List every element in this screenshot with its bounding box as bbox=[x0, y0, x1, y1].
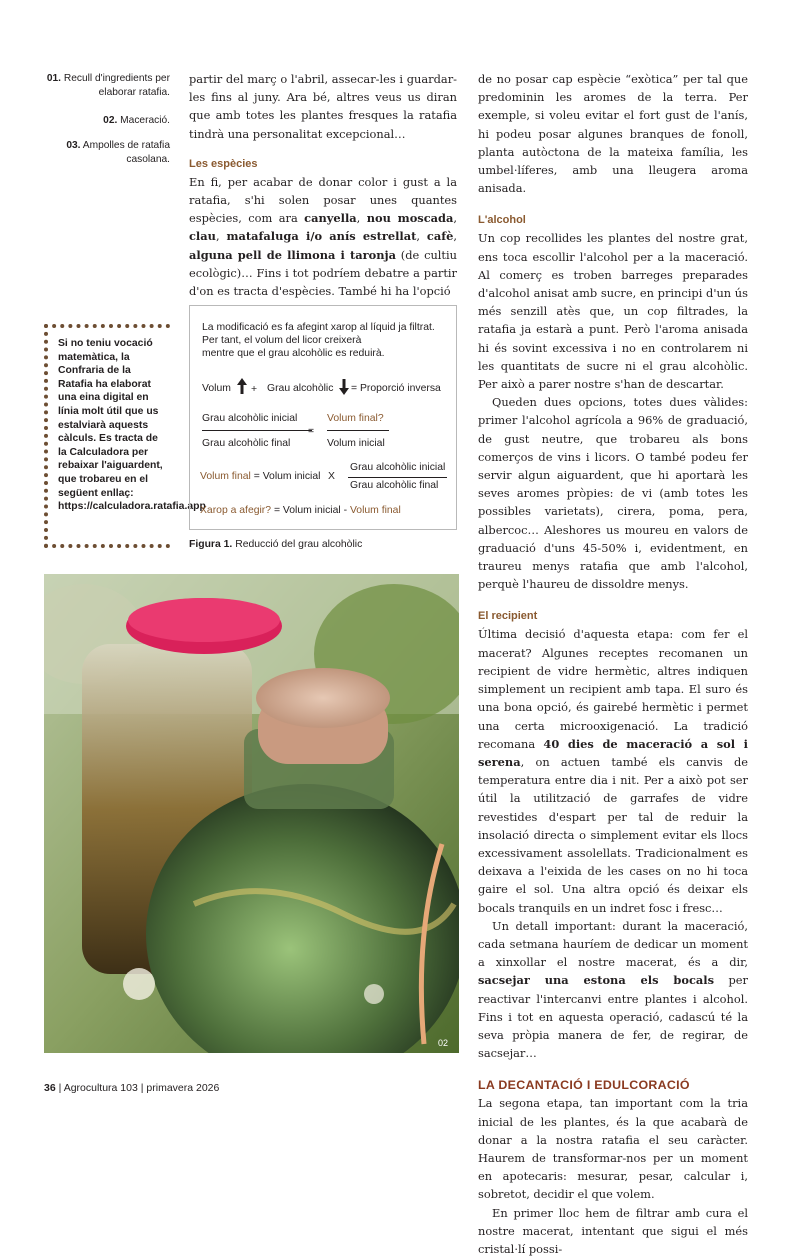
arrow-up-icon bbox=[237, 378, 247, 394]
fraction-bar bbox=[348, 477, 447, 478]
paragraph: La segona etapa, tan important com la tria inicial de les plantes, és la que acabarà de donar a la nostra ratafia el seu caràcter. Haurem de transformar-nos per un moment en apotecaris: mesurar, pesar, calcular i, sobretot, decidir el que volem. bbox=[478, 1096, 748, 1202]
caption-text: Recull d'ingredients per bbox=[63, 73, 170, 84]
figure-intro: Per tant, el volum del licor creixerà bbox=[202, 335, 362, 346]
paragraph: partir del març o l'abril, assecar-les i guardar-les fins al juny. Ara bé, altres veus us diran que amb totes les plantes fresques la ratafia tindrà una personalitat excepcional… bbox=[189, 72, 457, 141]
arrow-down-icon bbox=[339, 379, 349, 395]
paragraph: Un detall important: durant la maceració, cada setmana hauríem de dedicar un moment a xinxollar el nostre macerat, és a dir, sacsejar una estona els bocals per reactivar l'intercanvi entre plantes i alcohol. Fins i tot en aquesta operació, cadascú té la seva pròpia manera de fer, de regirar, de sacsejar… bbox=[478, 918, 748, 1061]
callout-text: Si no teniu vocació matemàtica, la Confraria de la Ratafia ha elaborat una eina digital en línia molt útil que us estalviarà aquests càlculs. Es tracta de la Calculadora per rebaixar l'aiguardent, que trobareu en el següent enllaç: https://calculadora.ratafia.app bbox=[58, 338, 206, 513]
photo-number: 02 bbox=[438, 1038, 449, 1048]
caption-num: 01. bbox=[46, 73, 61, 84]
footer-separator: | bbox=[140, 1082, 144, 1094]
figure-caption bbox=[189, 539, 362, 550]
frac1-num-right: Volum final? bbox=[327, 413, 384, 424]
issue-season: primavera 2026 bbox=[146, 1082, 220, 1094]
caption-01 bbox=[30, 72, 170, 100]
calculator-callout bbox=[44, 324, 206, 548]
label-volum: Volum bbox=[202, 383, 231, 394]
caption-num: 03. bbox=[66, 140, 81, 151]
frac1-num-left: Grau alcohòlic inicial bbox=[202, 413, 298, 424]
label-proporcio: = Proporció inversa bbox=[351, 383, 441, 394]
caption-text: Ampolles de ratafia bbox=[82, 140, 170, 151]
fraction-bar bbox=[202, 430, 312, 431]
equals-sign: = bbox=[308, 426, 315, 437]
figure-intro: mentre que el grau alcohòlic es reduirà. bbox=[202, 348, 385, 359]
formula-figure bbox=[189, 305, 457, 530]
page-number: 36 bbox=[44, 1082, 56, 1094]
paragraph: de no posar cap espècie “exòtica” per tal que predominin les aromes de la terra. Per exemple, si voleu evitar el fort gust de l'anís, hi podeu posar algunes branques de fonoll, planta autòctona de la mateixa família, les umbel·líferes, amb una lleugera aroma anisada. bbox=[478, 72, 748, 196]
figure-caption-text: Reducció del grau alcohòlic bbox=[235, 539, 363, 550]
caption-text: casolana. bbox=[126, 154, 170, 165]
formula3: Xarop a afegir? = Volum inicial - Volum final bbox=[200, 505, 401, 516]
caption-num: 02. bbox=[103, 115, 118, 126]
figure-intro: La modificació es fa afegint xarop al líquid ja filtrat. bbox=[202, 322, 435, 333]
label-grau: Grau alcohòlic bbox=[267, 383, 334, 394]
frac1-den-left: Grau alcohòlic final bbox=[202, 438, 291, 449]
times-sign: X bbox=[328, 471, 335, 482]
right-column bbox=[478, 70, 748, 1258]
paragraph: Queden dues opcions, totes dues vàlides: primer l'alcohol agrícola a 96% de graduació, de gust neutre, que trobareu als bons comerços de vins i licors. O també podeu fer servir algun aiguardent, que hi aportarà les seves aromes pròpies: de vi (amb totes les possibles varietats), cirera, poma, pera, albercoc… Aleshores us moureu en valors de graduació d'uns 45-50% i, evidentment, en traureu menys ratafia que amb l'alcohol, perquè l'haureu de dissoldre menys. bbox=[478, 395, 748, 592]
jars-illustration bbox=[44, 574, 459, 1053]
subheading-especies: Les espècies bbox=[189, 157, 258, 170]
fraction-bar bbox=[327, 430, 389, 431]
paragraph-especies: En fi, per acabar de donar color i gust a la ratafia, s'hi solen posar unes quantes espècies, com ara canyella, nou moscada, clau, matafaluga i/o anís estrellat, cafè, alguna pell de llimona i taronja (de cultiu ecològic)… Fins i tot podríem debatre a partir d'on es tracta d'espècies. També hi ha l'opció bbox=[189, 174, 457, 299]
figure-label: Figura 1. bbox=[189, 539, 233, 550]
maceration-photo bbox=[44, 574, 459, 1053]
plus-sign: + bbox=[251, 384, 258, 395]
frac2-den: Grau alcohòlic final bbox=[350, 480, 439, 491]
paragraph: Última decisió d'aquesta etapa: com fer el macerat? Algunes receptes recomanen un recipient de vidre hermètic, altres indiquen simplement un recipient amb tapa. El suro és una bona opció, és gairebé hermètic i permet una certa microoxigenació. La tradició recomana 40 dies de maceració a sol i serena, on actuen també els canvis de temperatura entre dia i nit. Per a això pot ser útil la utilització de garrafes de vidre revestides d'espart per tal de reduir la insolació directa o simplement evitar els llocs excessivament assolellats. Tradicionalment es deixava a l'eixida de les cases on no hi toca gaire el sol. Una altra opció és deixar els bocals tranquils en un indret fosc i fresc… bbox=[478, 627, 749, 915]
magazine-name: Agrocultura 103 bbox=[63, 1082, 138, 1094]
formula2-left: Volum final = Volum inicial bbox=[200, 471, 321, 482]
caption-03 bbox=[30, 139, 170, 167]
page-footer bbox=[44, 1082, 219, 1094]
section-heading: LA DECANTACIÓ I EDULCORACIÓ bbox=[478, 1078, 690, 1093]
paragraph: En primer lloc hem de filtrar amb cura el nostre macerat, intentant que sigui el més cristal·lí possi- bbox=[478, 1205, 748, 1256]
caption-02 bbox=[30, 114, 170, 128]
caption-text: elaborar ratafia. bbox=[98, 87, 170, 98]
paragraph: Un cop recollides les plantes del nostre grat, ens toca escollir l'alcohol per a la maceració. Al comerç es troben barreges preparades d'alcohol anisat amb sucre, en principi d'un ús més senzill atès que, un cop filtrades, la ratafia ja estarà a punt. Però l'aroma anisada hi és sovint excessiva i no en controlarem ni les quantitats de sucre ni el grau alcohòlic. Per això a parer nostre s'han de descartar. bbox=[478, 231, 748, 392]
footer-separator: | bbox=[58, 1082, 62, 1094]
frac2-num: Grau alcohòlic inicial bbox=[350, 462, 446, 473]
frac1-den-right: Volum inicial bbox=[327, 438, 385, 449]
subheading-alcohol: L'alcohol bbox=[478, 214, 526, 227]
caption-text: Maceració. bbox=[120, 115, 170, 126]
middle-column bbox=[189, 70, 457, 300]
subheading-recipient: El recipient bbox=[478, 610, 538, 623]
